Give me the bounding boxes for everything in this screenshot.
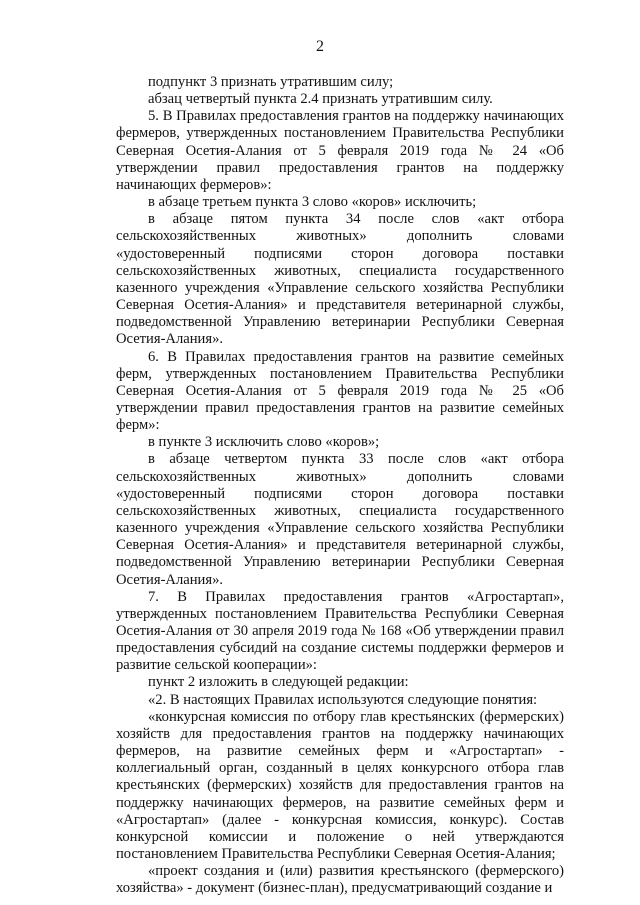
paragraph-definition-business-plan: «проект создания и (или) развития крестьянского (фермерского) хозяйства» - документ (бизнес-план), предусматривающий создание и <box>116 863 564 897</box>
paragraph-definition-competition-commission: «конкурсная комиссия по отбору глав крестьянских (фермерских) хозяйств для предоставления грантов на поддержку начинающих фермеров, на развитие семейных ферм и «Агростартап» - коллегиальный орган, созданный в целях конкурсного отбора глав крестьянских (фермерских) хозяйств для предоставления грантов на поддержку начинающих фермеров, на развитие семейных ферм и «Агростартап» (далее - конкурсная комиссия, конкурс). Состав конкурсной комиссии и положение о ней утверждаются постановлением Правительства Республики Северная Осетия-Алания; <box>116 708 564 863</box>
paragraph-definitions-intro: «2. В настоящих Правилах используются следующие понятия: <box>148 691 538 708</box>
paragraph-item-6-remove-cows: в пункте 3 исключить слово «коров»; <box>148 434 380 451</box>
paragraph-item-6-clause-33-amend: в абзаце четвертом пункта 33 после слов «акт отбора сельскохозяйственных животных» дополнить словами «удостоверенный подписями сторон договора поставки сельскохозяйственных животных, специалиста государственного казенного учреждения «Управление сельского хозяйства Республики Северная Осетия-Алания» и представителя ветеринарной службы, подведомственной Управлению ветеринарии Республики Северная Осетия-Алания». <box>116 451 564 588</box>
paragraph-clause-2-4-void: абзац четвертый пункта 2.4 признать утратившим силу. <box>148 91 493 108</box>
paragraph-item-7-agrostartup: 7. В Правилах предоставления грантов «Агростартап», утвержденных постановлением Правительства Республики Северная Осетия-Алания от 30 апреля 2019 года № 168 «Об утверждении правил предоставления субсидий на создание системы поддержки фермеров и развитие сельской кооперации»: <box>116 588 564 674</box>
paragraph-item-5-remove-cows: в абзаце третьем пункта 3 слово «коров» исключить; <box>148 194 477 211</box>
paragraph-subclause-3-void: подпункт 3 признать утратившим силу; <box>148 74 394 90</box>
page-number: 2 <box>316 38 324 55</box>
paragraph-item-7-clause-2-new-wording: пункт 2 изложить в следующей редакции: <box>148 674 409 691</box>
document-body <box>116 74 564 898</box>
paragraph-item-5-clause-34-amend: в абзаце пятом пункта 34 после слов «акт отбора сельскохозяйственных животных» дополнить словами «удостоверенный подписями сторон договора поставки сельскохозяйственных животных, специалиста государственного казенного учреждения «Управление сельского хозяйства Республики Северная Осетия-Алания» и представителя ветеринарной службы, подведомственной Управлению ветеринарии Республики Северная Осетия-Алания». <box>116 211 564 348</box>
paragraph-item-5-grants-beginning-farmers: 5. В Правилах предоставления грантов на поддержку начинающих фермеров, утвержденных постановлением Правительства Республики Северная Осетия-Алания от 5 февраля 2019 года № 24 «Об утверждении правил предоставления грантов на поддержку начинающих фермеров»: <box>116 108 564 193</box>
paragraph-item-6-family-farms: 6. В Правилах предоставления грантов на развитие семейных ферм, утвержденных постановлением Правительства Республики Северная Осетия-Алания от 5 февраля 2019 года № 25 «Об утверждении правил предоставления грантов на развитие семейных ферм»: <box>116 348 564 434</box>
